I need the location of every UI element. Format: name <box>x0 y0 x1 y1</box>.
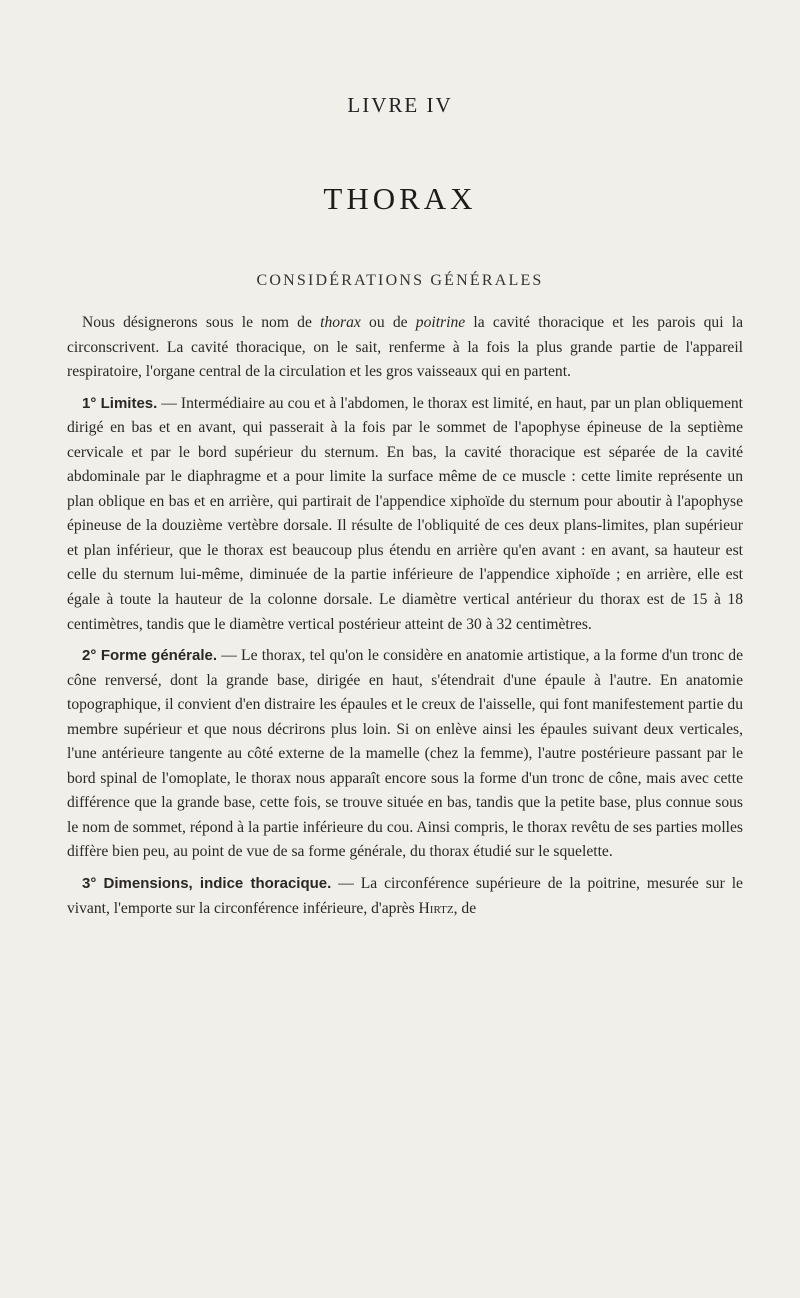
dimensions-text: — La circonférence supérieure de la poitrine, mesurée sur le vivant, l'emporte sur la circonférence inférieure, d'après <box>67 875 743 917</box>
forme-heading: 2° Forme générale. <box>82 647 218 665</box>
limites-heading: 1° Limites. <box>82 394 158 412</box>
chapter-title: THORAX <box>323 181 477 216</box>
body-text <box>67 311 743 921</box>
forme-text: — Le thorax, tel qu'on le considère en anatomie artistique, a la forme d'un tronc de cône renversé, dont la grande base, dirigée en haut, s'étendrait d'une épaule à l'autre. En anatomie topographique, il convient d'en distraire les épaules et le creux de l'aisselle, qui font manifestement partie du membre supérieur et que nous décrirons plus loin. Si on enlève ainsi les épaules suivant deux verticales, l'une antérieure tangente au côté externe de la mamelle (chez la femme), l'autre postérieure passant par le bord spinal de l'omoplate, le thorax nous apparaît encore sous la forme d'un tronc de cône, mais avec cette différence que la grande base, cette fois, se trouve située en bas, tandis que la petite base, plus connue sous le nom de sommet, répond à la partie inférieure du cou. Ainsi compris, le thorax revêtu de ses parties molles diffère bien peu, au point de vue de sa forme générale, du thorax étudié sur le squelette. <box>67 647 743 861</box>
limites-paragraph <box>67 392 743 637</box>
dimensions-heading: 3° Dimensions, indice thoracique. <box>82 875 332 893</box>
term-thorax: thorax <box>320 314 361 331</box>
intro-paragraph <box>67 311 743 385</box>
author-name: Hirtz <box>418 899 454 917</box>
term-poitrine: poitrine <box>415 314 466 331</box>
limites-text: — Intermédiaire au cou et à l'abdomen, le thorax est limité, en haut, par un plan obliquement dirigé en bas et en avant, qui passerait à la fois par le sommet de l'apophyse épineuse de la septième cervicale et par le bord supérieur du sternum. En bas, la cavité thoracique est séparée de la cavité abdominale par le diaphragme et a pour limite la surface même de ce muscle : cette limite représente un plan oblique en bas et en arrière, qui partirait de l'appendice xiphoïde du sternum pour aboutir à l'apophyse épineuse de la douzième vertèbre dorsale. Il résulte de l'obliquité de ces deux plans-limites, plan supérieur et plan inférieur, que le thorax est beaucoup plus étendu en arrière qu'en avant : en avant, sa hauteur est celle du sternum lui-même, diminuée de la partie inférieure de l'appendice xiphoïde ; en arrière, elle est égale à toute la hauteur de la colonne dorsale. Le diamètre vertical antérieur du thorax est de 15 à 18 centimètres, tandis que le diamètre vertical postérieur atteint de 30 à 32 centimètres. <box>67 394 743 633</box>
dimensions-text-end: , de <box>453 899 477 917</box>
forme-paragraph <box>67 644 743 865</box>
book-title: LIVRE IV <box>347 93 453 117</box>
intro-text-1: Nous désignerons sous le nom de <box>82 314 321 331</box>
dimensions-paragraph <box>67 872 743 921</box>
section-title: CONSIDÉRATIONS GÉNÉRALES <box>256 272 544 289</box>
intro-text-2: ou de <box>360 314 416 331</box>
intro-text-3: la cavité thoracique et les parois qui la circonscrivent. La cavité thoracique, on le sait, renferme à la fois la plus grande partie de l'appareil respiratoire, l'organe central de la circulation et les gros vaisseaux qui en partent. <box>67 314 744 381</box>
